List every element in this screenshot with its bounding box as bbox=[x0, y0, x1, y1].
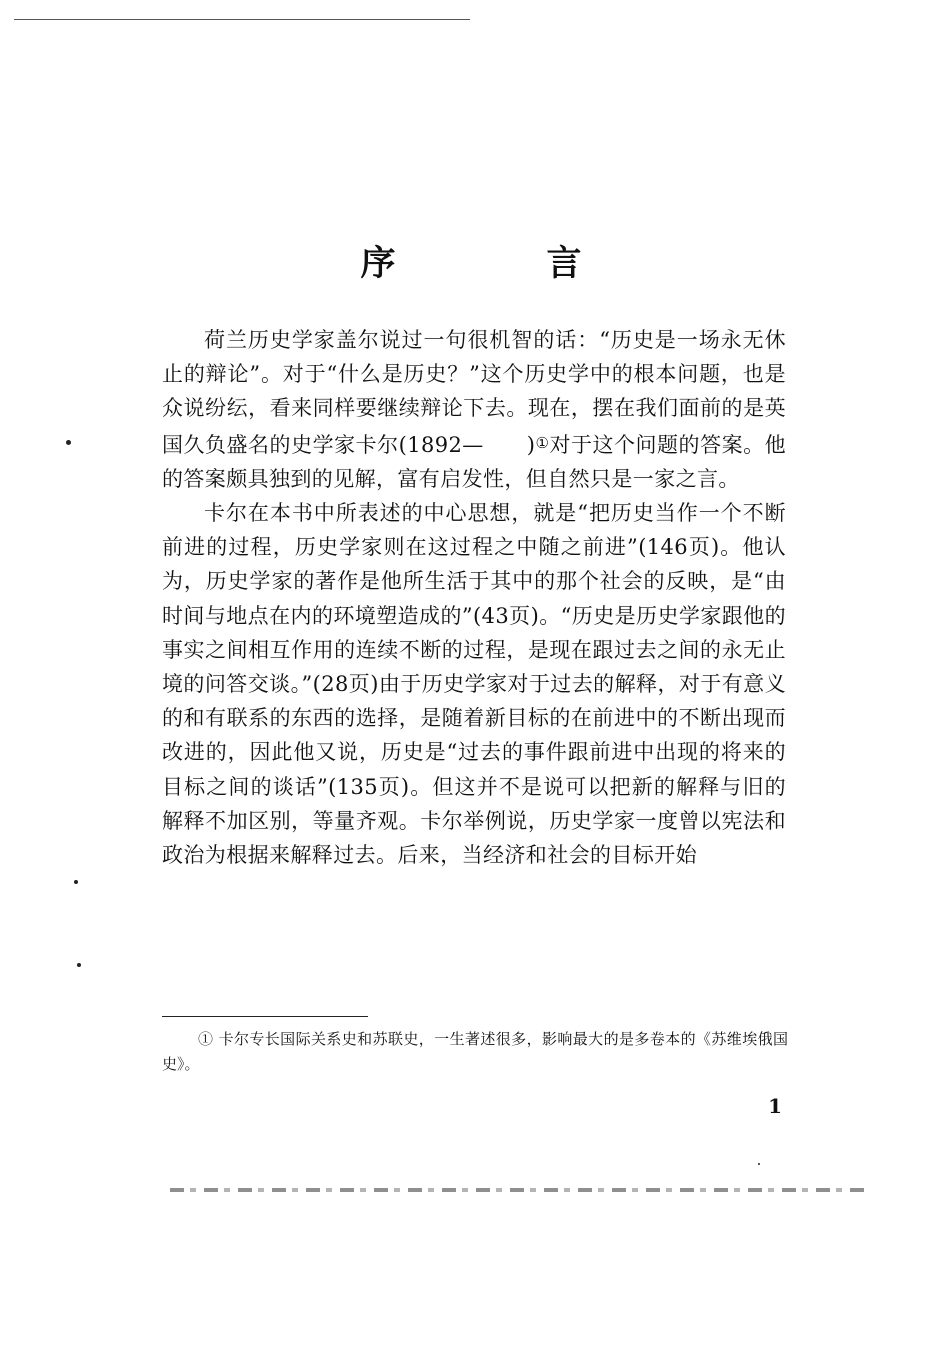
footnote-rule bbox=[162, 1016, 368, 1017]
page-number: 1 bbox=[768, 1094, 782, 1118]
scan-bottom-artifact bbox=[170, 1188, 870, 1192]
paragraph-1-text-cont: 对于这个问题的答案。他的答案颇具独到的见解，富有启发性，但自然只是一家之言。 bbox=[162, 432, 787, 491]
scan-speck bbox=[74, 880, 78, 884]
scan-top-rule bbox=[14, 19, 470, 20]
body-text bbox=[162, 323, 786, 872]
paragraph-1 bbox=[162, 323, 786, 496]
paragraph-2: 卡尔在本书中所表述的中心思想，就是“把历史当作一个不断前进的过程，历史学家则在这过程之中随之前进”(146页)。他认为，历史学家的著作是他所生活于其中的那个社会的反映，是“由时间与地点在内的环境塑造成的”(43页)。“历史是历史学家跟他的事实之间相互作用的连续不断的过程，是现在跟过去之间的永无止境的问答交谈。”(28页)由于历史学家对于过去的解释，对于有意义的和有联系的东西的选择，是随着新目标的在前进中的不断出现而改进的，因此他又说，历史是“过去的事件跟前进中出现的将来的目标之间的谈话”(135页)。但这并不是说可以把新的解释与旧的解释不加区别，等量齐观。卡尔举例说，历史学家一度曾以宪法和政治为根据来解释过去。后来，当经济和社会的目标开始 bbox=[162, 501, 786, 868]
scan-speck bbox=[77, 963, 81, 967]
footnote: ① 卡尔专长国际关系史和苏联史，一生著述很多，影响最大的是多卷本的《苏维埃俄国史》。 bbox=[162, 1030, 788, 1073]
footnote-reference: ① bbox=[535, 433, 550, 452]
scan-speck bbox=[66, 440, 71, 445]
chapter-title: 序 言 bbox=[360, 243, 640, 284]
paragraph-1-text: 荷兰历史学家盖尔说过一句很机智的话：“历史是一场永无休止的辩论”。对于“什么是历史？”这个历史学中的根本问题，也是众说纷纭，看来同样要继续辩论下去。现在，摆在我们面前的是英国久负盛名的史学家卡尔(1892— ) bbox=[162, 328, 786, 457]
scan-speck bbox=[758, 1163, 760, 1165]
